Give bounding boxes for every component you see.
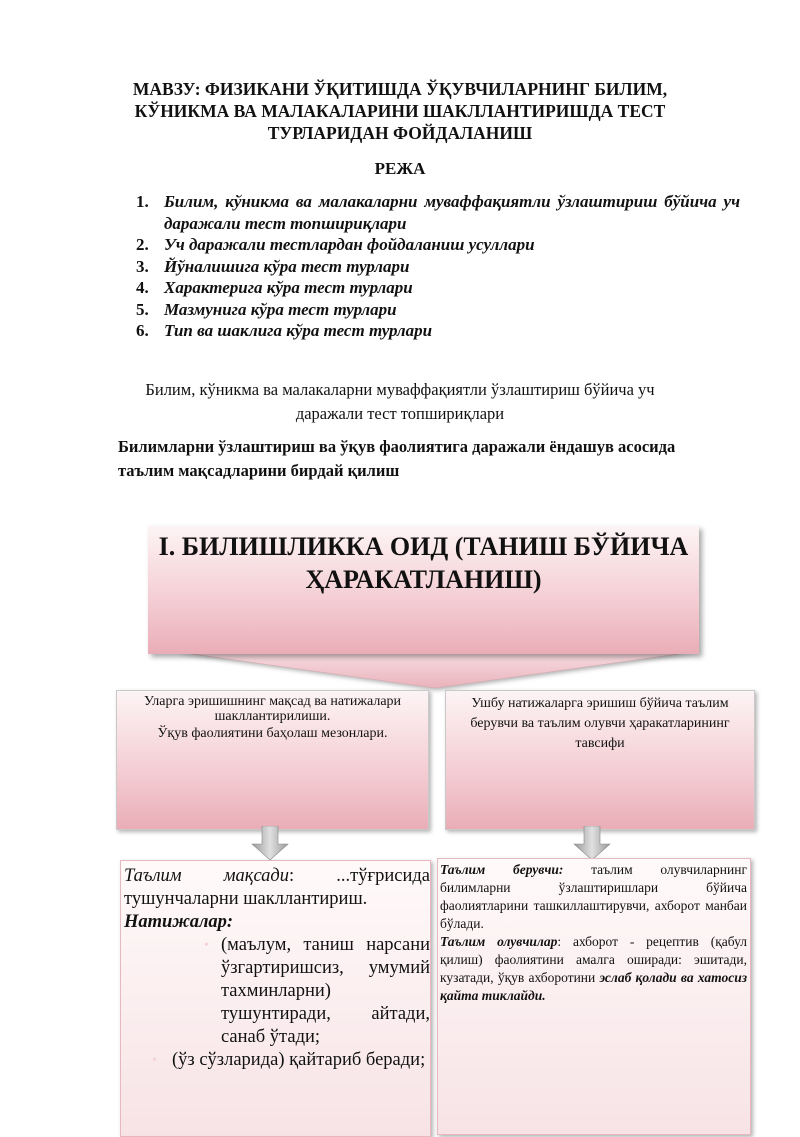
plan-heading: РЕЖА (374, 159, 426, 178)
plan-item (136, 277, 740, 299)
section-subtitle: Билим, кўникма ва малакаларни муваффақиятли ўзлаштириш бўйича уч даражали тест топшириқлари (145, 380, 655, 423)
student-label: Таълим олувчилар (440, 934, 558, 949)
student-text: : ахборот - рецептив (қабул қилиш) фаолиятини амалга оширади: эшитади, кузатади, ўқув ахборотини (440, 934, 747, 985)
plan-item-text: Уч даражали тестлардан фойдаланиш усуллари (164, 235, 535, 254)
plan-item (136, 256, 740, 278)
plan-item-text: Тип ва шаклига кўра тест турлари (164, 321, 433, 340)
plan-item-number: 4. (136, 278, 149, 297)
level-one-banner (148, 526, 699, 654)
plan-item (136, 191, 740, 234)
plan-item-number: 2. (136, 235, 149, 254)
plan-list (136, 191, 740, 342)
goal-label: Таълим мақсади (124, 866, 290, 886)
actions-description-box (445, 690, 755, 830)
plan-item-text: Характерига кўра тест турлари (164, 278, 413, 297)
plan-item-text: Билим, кўникма ва малакаларни муваффақиятли ўзлаштириш бўйича уч даражали тест топшириқлари (164, 192, 740, 233)
banner-title: I. БИЛИШЛИККА ОИД (ТАНИШ БЎЙИЧА ҲАРАКАТЛАНИШ) (158, 532, 689, 594)
plan-item (136, 234, 740, 256)
plan-item-number: 6. (136, 321, 149, 340)
student-role (440, 933, 747, 1005)
goals-results-line2: Ўқув фаолиятини баҳолаш мезонлари. (157, 726, 388, 741)
down-arrow-icon-right (572, 826, 612, 862)
document-title: МАВЗУ: ФИЗИКАНИ ЎҚИТИШДА ЎҚУВЧИЛАРНИНГ БИЛИМ, КЎНИКМА ВА МАЛАКАЛАРИНИ ШАКЛЛАНТИРИШДА ТЕСТ ТУРЛАРИДАН ФОЙДАЛАНИШ (132, 79, 668, 143)
goal-text: : ...тўғрисида тушунчаларни шакллантириш. (124, 866, 430, 909)
plan-item-text: Йўналишига кўра тест турлари (164, 256, 410, 276)
learning-goal (124, 865, 430, 911)
plan-item (136, 299, 740, 321)
list-item: • (маълум, таниш нарсани ўзгартиришсиз, умумий тахминларни) тушунтиради, айтади, санаб ўтади; (221, 934, 430, 1049)
goals-results-line1: Уларга эришишнинг мақсад ва натижалари шакллантирилиши. (143, 694, 402, 724)
results-list (124, 934, 430, 1049)
actions-description-text: Ушбу натижаларга эришиш бўйича таълим берувчи ва таълим олувчи ҳаракатларининг тавсифи (470, 696, 730, 751)
plan-item-text: Мазмунига кўра тест турлари (164, 299, 397, 319)
results-list-2 (124, 1049, 430, 1072)
learning-goal-box (120, 860, 431, 1137)
teacher-label: Таълим берувчи: (440, 862, 564, 877)
list-item: • (ўз сўзларида) қайтариб беради; (172, 1049, 430, 1072)
plan-item (136, 320, 740, 342)
roles-box (437, 858, 751, 1135)
plan-item-number: 3. (136, 256, 149, 276)
results-label: Натижалар: (124, 912, 234, 932)
student-emphasis: эслаб қолади ва хатосиз қайта тиклайди. (440, 970, 747, 1003)
goals-results-box (116, 690, 429, 830)
teacher-role (440, 861, 747, 933)
down-arrow-icon-left (250, 826, 290, 862)
plan-item-number: 1. (136, 192, 149, 211)
teacher-text: таълим олувчиларнинг билимларни ўзлаштиришлари бўйича фаолиятларини ташкиллаштирувчи, ахборот манбаи бўлади. (440, 862, 747, 931)
plan-item-number: 5. (136, 299, 149, 319)
approach-statement: Билимларни ўзлаштириш ва ўқув фаолиятига даражали ёндашув асосида таълим мақсадларини бирдай қилиш (118, 437, 676, 480)
